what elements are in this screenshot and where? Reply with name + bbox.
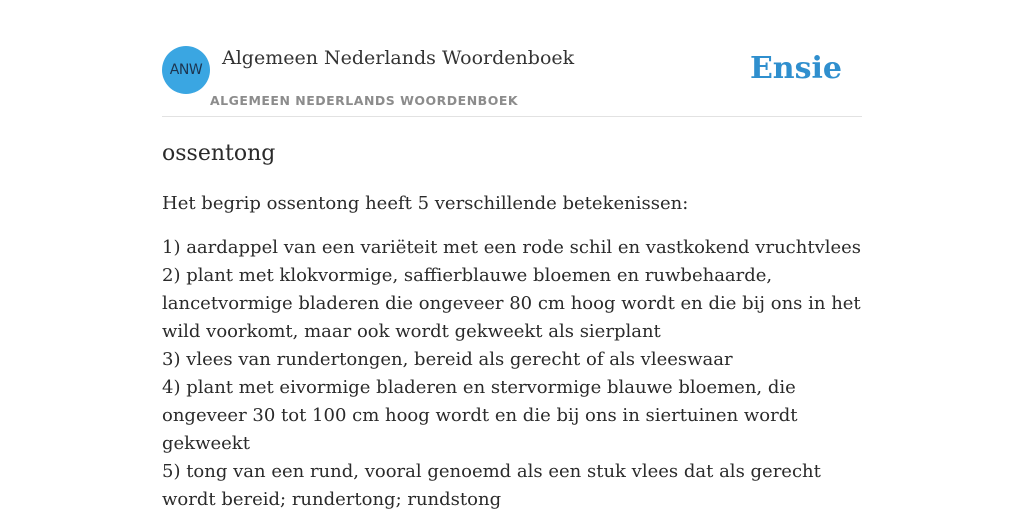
site-title[interactable]: Algemeen Nederlands Woordenboek — [222, 47, 575, 69]
anw-logo[interactable]: ANW — [162, 46, 210, 94]
definition-item: 4) plant met eivormige bladeren en stervormige blauwe bloemen, die ongeveer 30 tot 100 cm hoog wordt en die bij ons in siertuinen wordt gekweekt — [162, 377, 798, 454]
site-subtitle: ALGEMEEN NEDERLANDS WOORDENBOEK — [210, 93, 519, 108]
definitions-list — [162, 234, 872, 512]
definition-item: 3) vlees van rundertongen, bereid als gerecht of als vleeswaar — [162, 349, 733, 370]
entry-word: ossentong — [162, 141, 276, 166]
definition-item: 5) tong van een rund, vooral genoemd als een stuk vlees dat als gerecht wordt bereid; rundertong; rundstong — [162, 461, 821, 510]
header — [162, 46, 862, 117]
entry-content — [162, 138, 872, 512]
definition-item: 1) aardappel van een variëteit met een rode schil en vastkokend vruchtvlees — [162, 237, 862, 258]
entry-intro: Het begrip ossentong heeft 5 verschillende betekenissen: — [162, 193, 689, 214]
ensie-brand-logo[interactable]: Ensie — [749, 51, 842, 86]
definition-item: 2) plant met klokvormige, saffierblauwe bloemen en ruwbehaarde, lancetvormige bladeren die ongeveer 80 cm hoog wordt en die bij ons in het wild voorkomt, maar ook wordt gekweekt als sierplant — [162, 265, 861, 342]
